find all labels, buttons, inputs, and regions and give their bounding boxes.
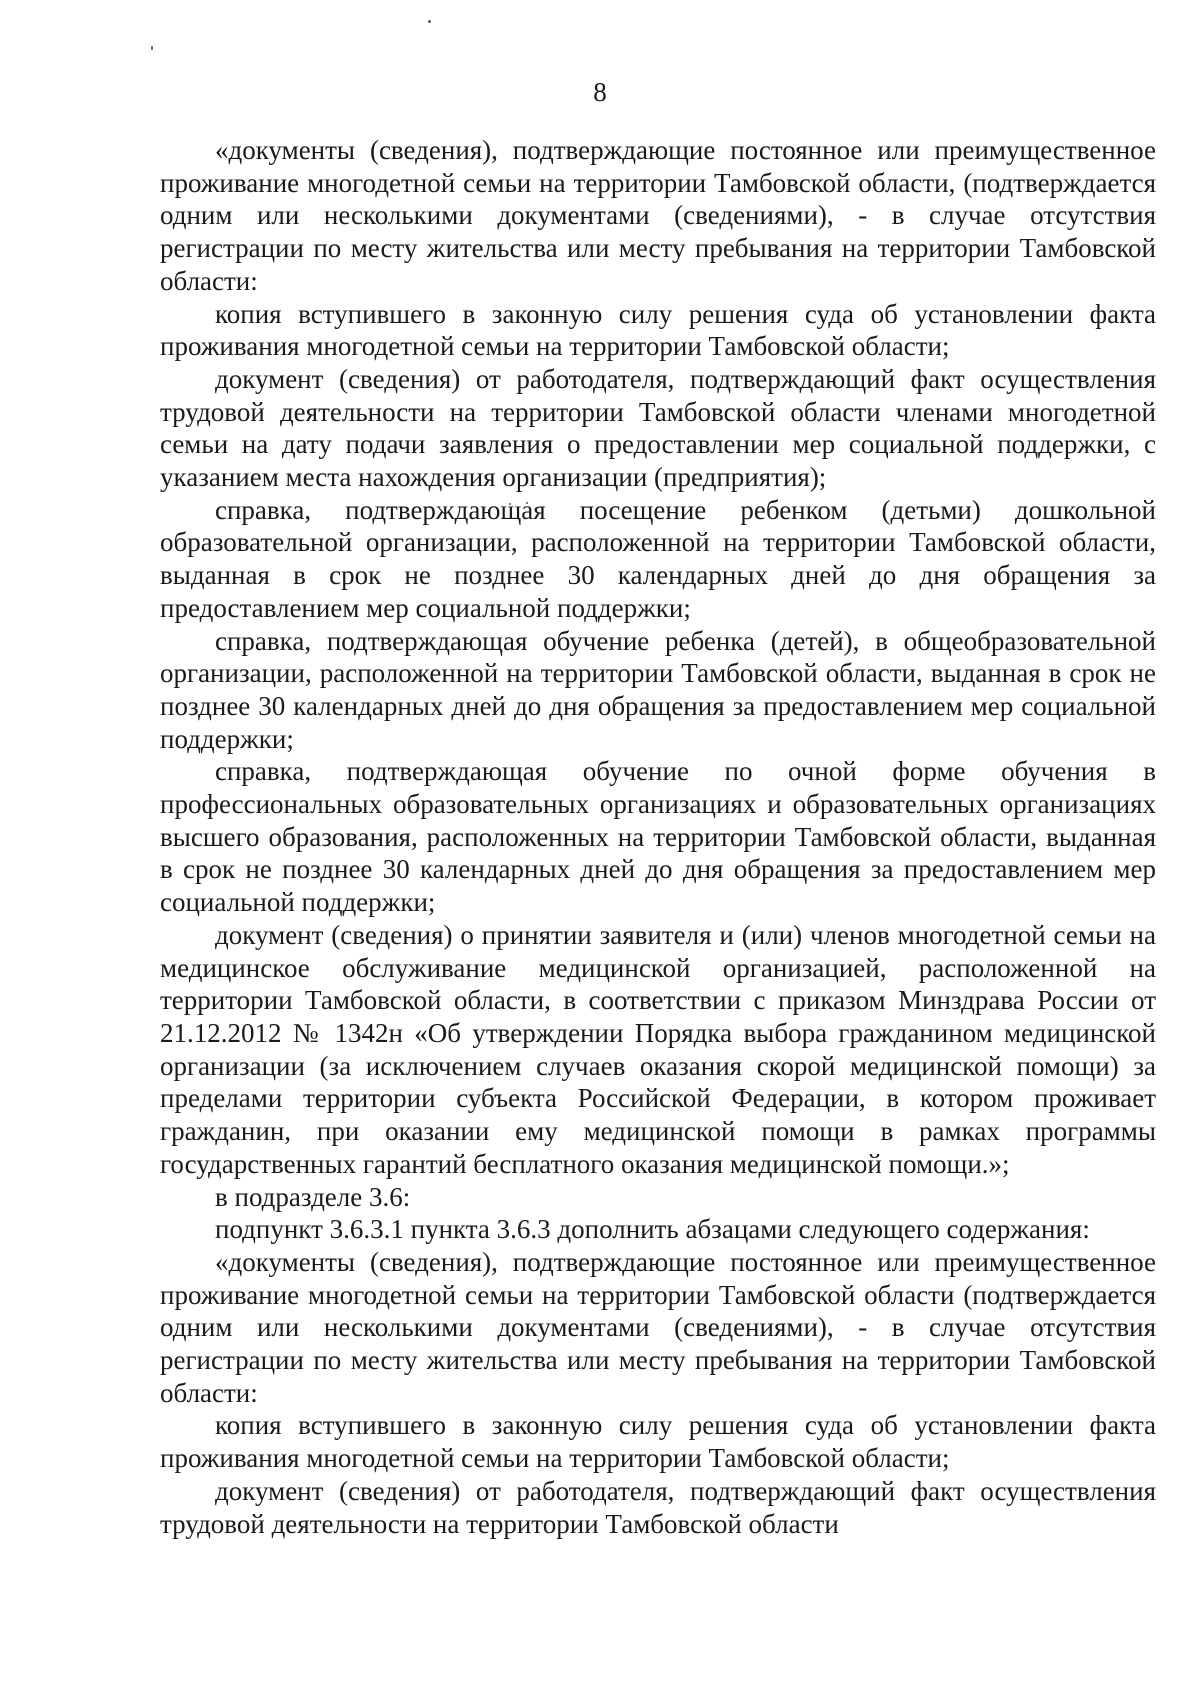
paragraph: копия вступившего в законную силу решения суда об установлении факта проживания многодетной семьи на территории Тамбовской области; [160,1410,1156,1474]
paragraph: справка, подтверждающая обучение по очной форме обучения в профессиональных образовательных организациях и образовательных организациях высшего образования, расположенных на территории Тамбовской области, выданная в срок не позднее 30 календарных дней до дня обращения за предоставлением мер социальной поддержки; [160,756,1156,918]
paragraph: документ (сведения) от работодателя, подтверждающий факт осуществления трудовой деятельности на территории Тамбовской области [160,1475,1156,1539]
paragraph: документ (сведения) от работодателя, подтверждающий факт осуществления трудовой деятельности на территории Тамбовской области членами многодетной семьи на дату подачи заявления о предоставлении мер социальной поддержки, с указанием места нахождения организации (предприятия); [160,363,1156,493]
scan-speck [428,20,431,23]
paragraph: «документы (сведения), подтверждающие постоянное или преимущественное проживание многодетной семьи на территории Тамбовской области (подтверждается одним или несколькими документами (сведениями), - в случае отсутствия регистрации по месту жительства или месту пребывания на территории Тамбовской области: [160,1246,1156,1408]
paragraph: документ (сведения) о принятии заявителя и (или) членов многодетной семьи на медицинское обслуживание медицинской организацией, расположенной на территории Тамбовской области, в соответствии с приказом Минздрава России от 21.12.2012 № 1342н «Об утверждении Порядка выбора гражданином медицинской организации (за исключением случаев оказания скорой медицинской помощи) за пределами территории субъекта Российской Федерации, в котором проживает гражданин, при оказании ему медицинской помощи в рамках программы государственных гарантий бесплатного оказания медицинской помощи.»; [160,919,1156,1179]
paragraph: копия вступившего в законную силу решения суда об установлении факта проживания многодетной семьи на территории Тамбовской области; [160,298,1156,362]
paragraph: справка, подтверждающая посещение ребенком (детьми) дошкольной образовательной организации, расположенной на территории Тамбовской области, выданная в срок не позднее 30 календарных дней до дня обращения за предоставлением мер социальной поддержки; [160,494,1156,623]
paragraph: справка, подтверждающая обучение ребенка (детей), в общеобразовательной организации, расположенной на территории Тамбовской области, выданная в срок не позднее 30 календарных дней до дня обращения за предоставлением мер социальной поддержки; [160,625,1156,754]
scan-speck [151,46,153,50]
paragraph: подпункт 3.6.3.1 пункта 3.6.3 дополнить абзацами следующего содержания: [215,1214,1090,1245]
document-body [160,134,1156,1540]
page-number: 8 [593,77,607,107]
paragraph: «документы (сведения), подтверждающие постоянное или преимущественное проживание многодетной семьи на территории Тамбовской области, (подтверждается одним или несколькими документами (сведениями), - в случае отсутствия регистрации по месту жительства или месту пребывания на территории Тамбовской области: [160,135,1156,296]
paragraph: в подразделе 3.6: [215,1181,411,1212]
